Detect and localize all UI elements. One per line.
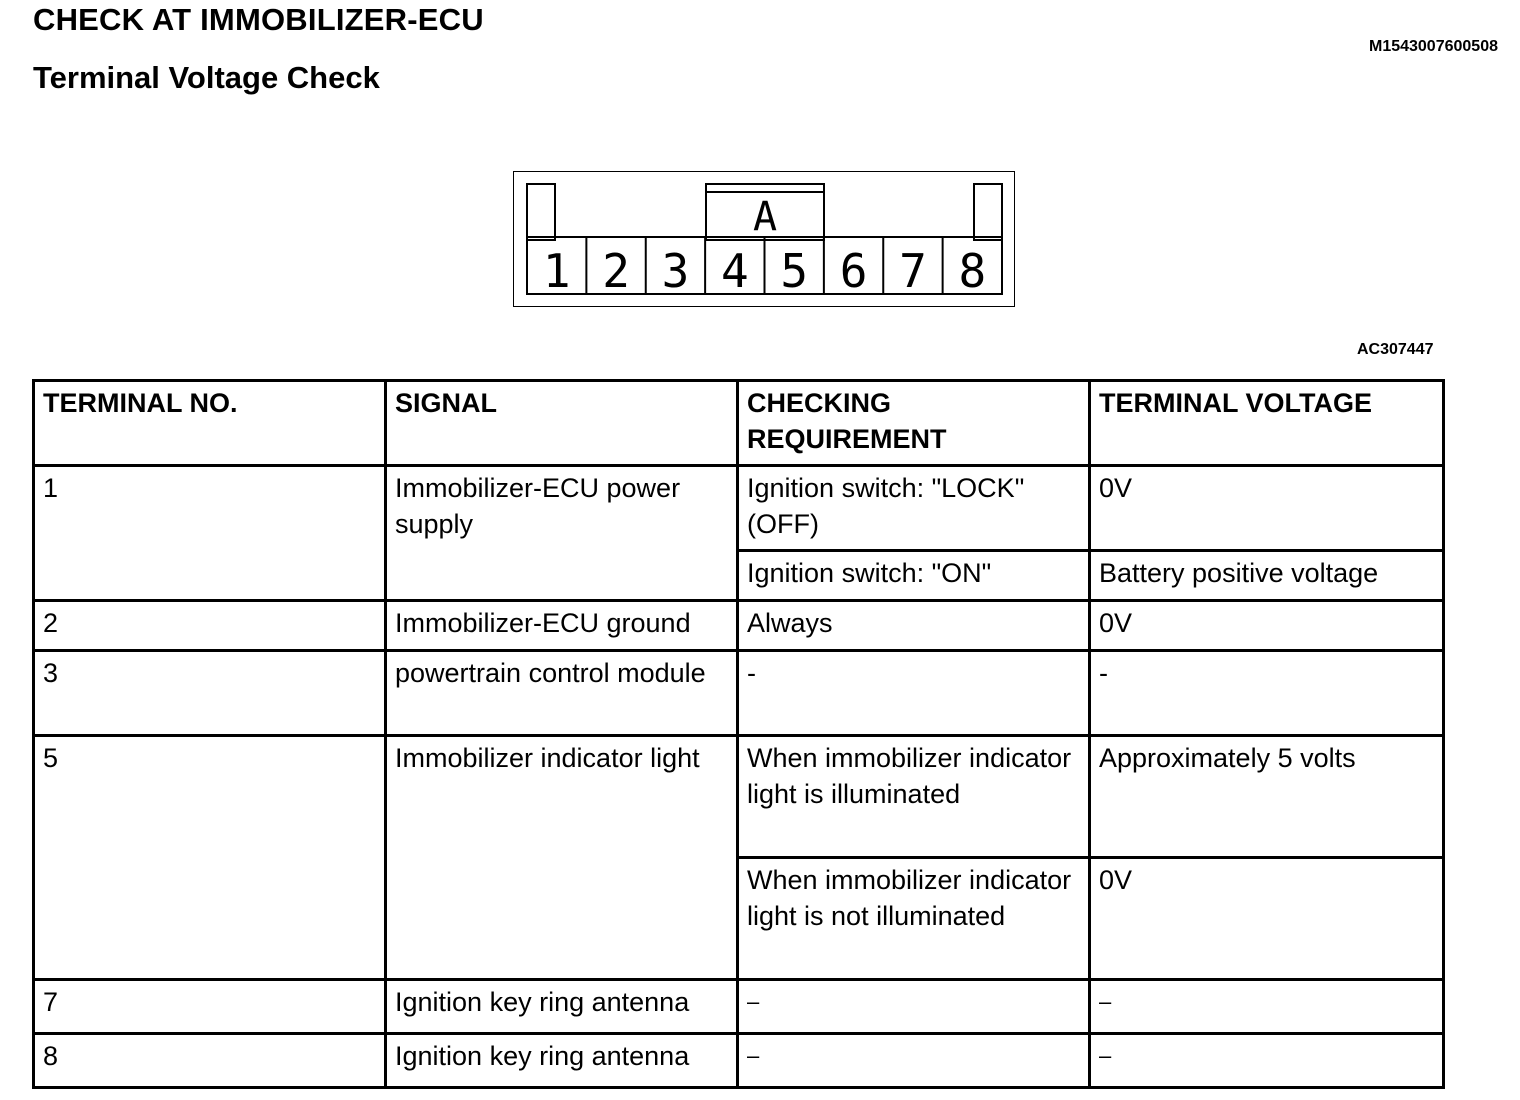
left-latch <box>527 184 555 240</box>
cell-signal: Immobilizer-ECU power supply <box>386 466 738 601</box>
figure-code: AC307447 <box>1357 341 1434 358</box>
cell-requirement: – <box>738 1034 1090 1088</box>
cell-signal: Ignition key ring antenna <box>386 980 738 1034</box>
cell-signal: Ignition key ring antenna <box>386 1034 738 1088</box>
cell-requirement: Always <box>738 601 1090 651</box>
section-title: Terminal Voltage Check <box>33 60 380 95</box>
cell-voltage: Approximately 5 volts <box>1090 736 1444 858</box>
cell-terminal: 1 <box>34 466 386 601</box>
cell-terminal: 7 <box>34 980 386 1034</box>
header-checking-requirement: CHECKING REQUIREMENT <box>738 381 1090 466</box>
cell-voltage: – <box>1090 1034 1444 1088</box>
table-row <box>34 466 1444 551</box>
cell-requirement: When immobilizer indicator light is illuminated <box>738 736 1090 858</box>
pin-number-6: 6 <box>839 244 868 298</box>
cell-terminal: 8 <box>34 1034 386 1088</box>
pin-row <box>527 237 1002 298</box>
pin-number-1: 1 <box>542 244 571 298</box>
cell-requirement: When immobilizer indicator light is not illuminated <box>738 858 1090 980</box>
pin-number-5: 5 <box>780 244 809 298</box>
cell-voltage: 0V <box>1090 466 1444 551</box>
cell-requirement: – <box>738 980 1090 1034</box>
document-code: M1543007600508 <box>1368 38 1498 55</box>
cell-voltage: 0V <box>1090 601 1444 651</box>
cell-signal: Immobilizer-ECU ground <box>386 601 738 651</box>
connector-drawing <box>514 172 1014 306</box>
header-terminal-no: TERMINAL NO. <box>34 381 386 466</box>
table-row <box>34 651 1444 736</box>
table-row <box>34 736 1444 858</box>
cell-voltage: 0V <box>1090 858 1444 980</box>
table-header-row <box>34 381 1444 466</box>
pin-number-4: 4 <box>720 244 749 298</box>
pin-number-8: 8 <box>958 244 987 298</box>
cell-terminal: 5 <box>34 736 386 980</box>
cell-signal: Immobilizer indicator light <box>386 736 738 980</box>
keyway-label: A <box>752 194 778 240</box>
header-signal: SIGNAL <box>386 381 738 466</box>
table-row <box>34 980 1444 1034</box>
cell-requirement: Ignition switch: "LOCK" (OFF) <box>738 466 1090 551</box>
page-title: CHECK AT IMMOBILIZER-ECU <box>33 2 484 37</box>
header-terminal-voltage: TERMINAL VOLTAGE <box>1090 381 1444 466</box>
pin-number-7: 7 <box>899 244 927 298</box>
pin-number-2: 2 <box>602 244 630 298</box>
cell-requirement: - <box>738 651 1090 736</box>
cell-signal: powertrain control module <box>386 651 738 736</box>
table-row <box>34 1034 1444 1088</box>
cell-voltage: – <box>1090 980 1444 1034</box>
table-row <box>34 601 1444 651</box>
cell-voltage: Battery positive voltage <box>1090 551 1444 601</box>
cell-terminal: 3 <box>34 651 386 736</box>
cell-terminal: 2 <box>34 601 386 651</box>
cell-requirement: Ignition switch: "ON" <box>738 551 1090 601</box>
pin-number-3: 3 <box>661 244 690 298</box>
right-latch <box>974 184 1002 240</box>
cell-voltage: - <box>1090 651 1444 736</box>
connector-diagram <box>513 171 1015 307</box>
terminal-voltage-table <box>32 379 1445 1089</box>
